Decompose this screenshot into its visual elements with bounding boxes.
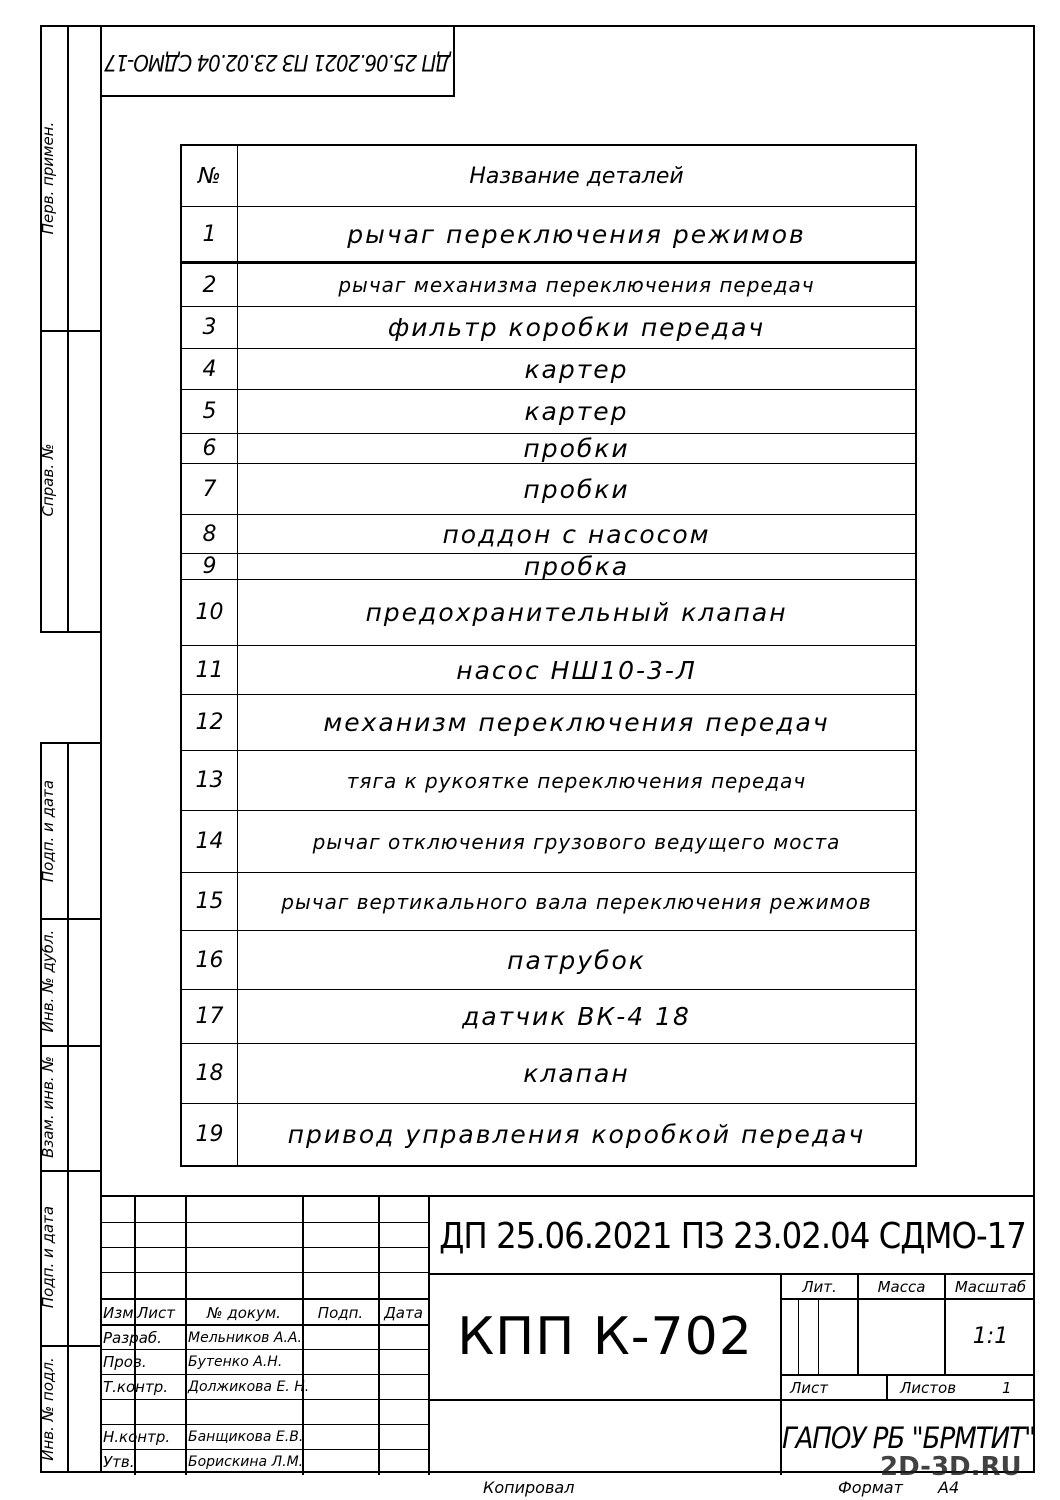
part-name: фильтр коробки передач — [387, 313, 766, 342]
col-doc-no: № докум. — [207, 1304, 281, 1322]
part-number: 14 — [182, 811, 238, 872]
margin-label-inv-podl: Инв. № подл. — [39, 1357, 57, 1461]
part-row — [182, 872, 915, 930]
part-row — [182, 263, 915, 306]
part-name: картер — [524, 354, 629, 384]
part-name: привод управления коробкой передач — [287, 1120, 866, 1149]
role-label: Разраб. — [103, 1329, 162, 1347]
part-row — [182, 579, 915, 645]
part-row — [182, 1103, 915, 1165]
part-number: 16 — [182, 931, 238, 989]
mass-label: Масса — [877, 1277, 926, 1296]
part-row — [182, 930, 915, 989]
part-number: 8 — [182, 515, 238, 553]
col-podp: Подп. — [317, 1304, 364, 1322]
part-name: картер — [524, 397, 629, 426]
margin-label-vzam-inv: Взам. инв. № — [39, 1056, 57, 1158]
part-row — [182, 810, 915, 872]
role-person: Должикова Е. Н. — [188, 1379, 310, 1395]
role-person: Мельников А.А. — [188, 1330, 302, 1346]
sheet-label: Лист — [790, 1378, 829, 1397]
part-number: 11 — [182, 646, 238, 694]
role-person: Банщикова Е.В. — [188, 1429, 304, 1445]
header-number: № — [182, 146, 238, 206]
part-number: 10 — [182, 580, 238, 645]
part-name: тяга к рукоятке переключения передач — [346, 768, 807, 793]
part-number: 17 — [182, 990, 238, 1043]
top-stamp-text: ДП 25.06.2021 ПЗ 23.02.04 СДМО-17 — [104, 48, 451, 74]
role-label: Утв. — [103, 1453, 135, 1471]
format-value: А4 — [938, 1477, 960, 1497]
part-number: 3 — [182, 307, 238, 348]
part-name: поддон с насосом — [442, 519, 711, 549]
part-number: 9 — [182, 554, 238, 579]
margin-label-podp-data-2: Подп. и дата — [39, 1205, 57, 1309]
role-label: Пров. — [103, 1353, 147, 1371]
part-row — [182, 750, 915, 810]
top-stamp — [100, 25, 455, 97]
part-row — [182, 1043, 915, 1103]
part-name: насос НШ10-3-Л — [456, 655, 697, 685]
part-row — [182, 433, 915, 463]
role-label: Т.контр. — [103, 1378, 169, 1396]
part-row — [182, 463, 915, 514]
part-name: механизм переключения передач — [323, 708, 830, 737]
watermark: 2D-3D.RU — [880, 1452, 1022, 1482]
part-number: 7 — [182, 464, 238, 514]
part-name: пробки — [523, 434, 630, 463]
part-number: 2 — [182, 264, 238, 306]
part-number: 5 — [182, 390, 238, 433]
part-number: 12 — [182, 695, 238, 750]
part-name: рычаг переключения режимов — [347, 219, 806, 249]
lit-label: Лит. — [802, 1277, 837, 1296]
part-row — [182, 514, 915, 553]
part-name: рычаг отключения грузового ведущего моста — [312, 829, 841, 854]
part-row — [182, 306, 915, 348]
sheets-label: Листов — [900, 1378, 957, 1397]
part-row — [182, 389, 915, 433]
role-person: Борискина Л.М. — [188, 1454, 304, 1470]
parts-header-row — [182, 146, 915, 206]
part-name: рычаг механизма переключения передач — [338, 273, 815, 297]
part-name: пробка — [523, 554, 630, 579]
part-number: 13 — [182, 751, 238, 810]
margin-label-sprav-no: Справ. № — [39, 443, 57, 517]
margin-label-inv-dubl: Инв. № дубл. — [39, 929, 57, 1033]
part-row — [182, 553, 915, 579]
part-name: патрубок — [507, 945, 646, 975]
product-name: КПП К-702 — [457, 1307, 753, 1367]
sheets-value: 1 — [1002, 1378, 1012, 1397]
format-label: Формат — [838, 1477, 903, 1497]
organization: ГАПОУ РБ "БРМТИТ" — [781, 1421, 1036, 1455]
role-person: Бутенко А.Н. — [188, 1354, 283, 1370]
part-row — [182, 989, 915, 1043]
part-number: 19 — [182, 1104, 238, 1165]
designation: ДП 25.06.2021 ПЗ 23.02.04 СДМО-17 — [439, 1215, 1026, 1257]
part-number: 15 — [182, 873, 238, 930]
col-data: Дата — [384, 1304, 423, 1322]
margin-label-perv-primen: Перв. примен. — [39, 121, 57, 235]
part-number: 18 — [182, 1044, 238, 1103]
margin-label-podp-data-1: Подп. и дата — [39, 779, 57, 883]
title-block — [100, 1195, 1035, 1473]
part-row — [182, 206, 915, 263]
scale-value: 1:1 — [972, 1324, 1009, 1349]
part-row — [182, 348, 915, 389]
copied-label: Копировал — [483, 1477, 575, 1497]
part-number: 4 — [182, 349, 238, 389]
col-izm: Изм. — [103, 1304, 139, 1322]
role-label: Н.контр. — [103, 1428, 171, 1446]
part-name: пробки — [523, 474, 630, 504]
scale-label: Масштаб — [954, 1277, 1027, 1296]
header-name: Название деталей — [469, 163, 684, 189]
part-number: 1 — [182, 207, 238, 261]
part-row — [182, 645, 915, 694]
col-list: Лист — [137, 1304, 176, 1322]
parts-table — [180, 144, 917, 1167]
part-row — [182, 694, 915, 750]
part-name: рычаг вертикального вала переключения режимов — [281, 889, 872, 914]
part-number: 6 — [182, 434, 238, 463]
part-name: предохранительный клапан — [365, 598, 788, 627]
part-name: датчик ВК-4 18 — [462, 1002, 691, 1031]
part-name: клапан — [523, 1059, 630, 1088]
